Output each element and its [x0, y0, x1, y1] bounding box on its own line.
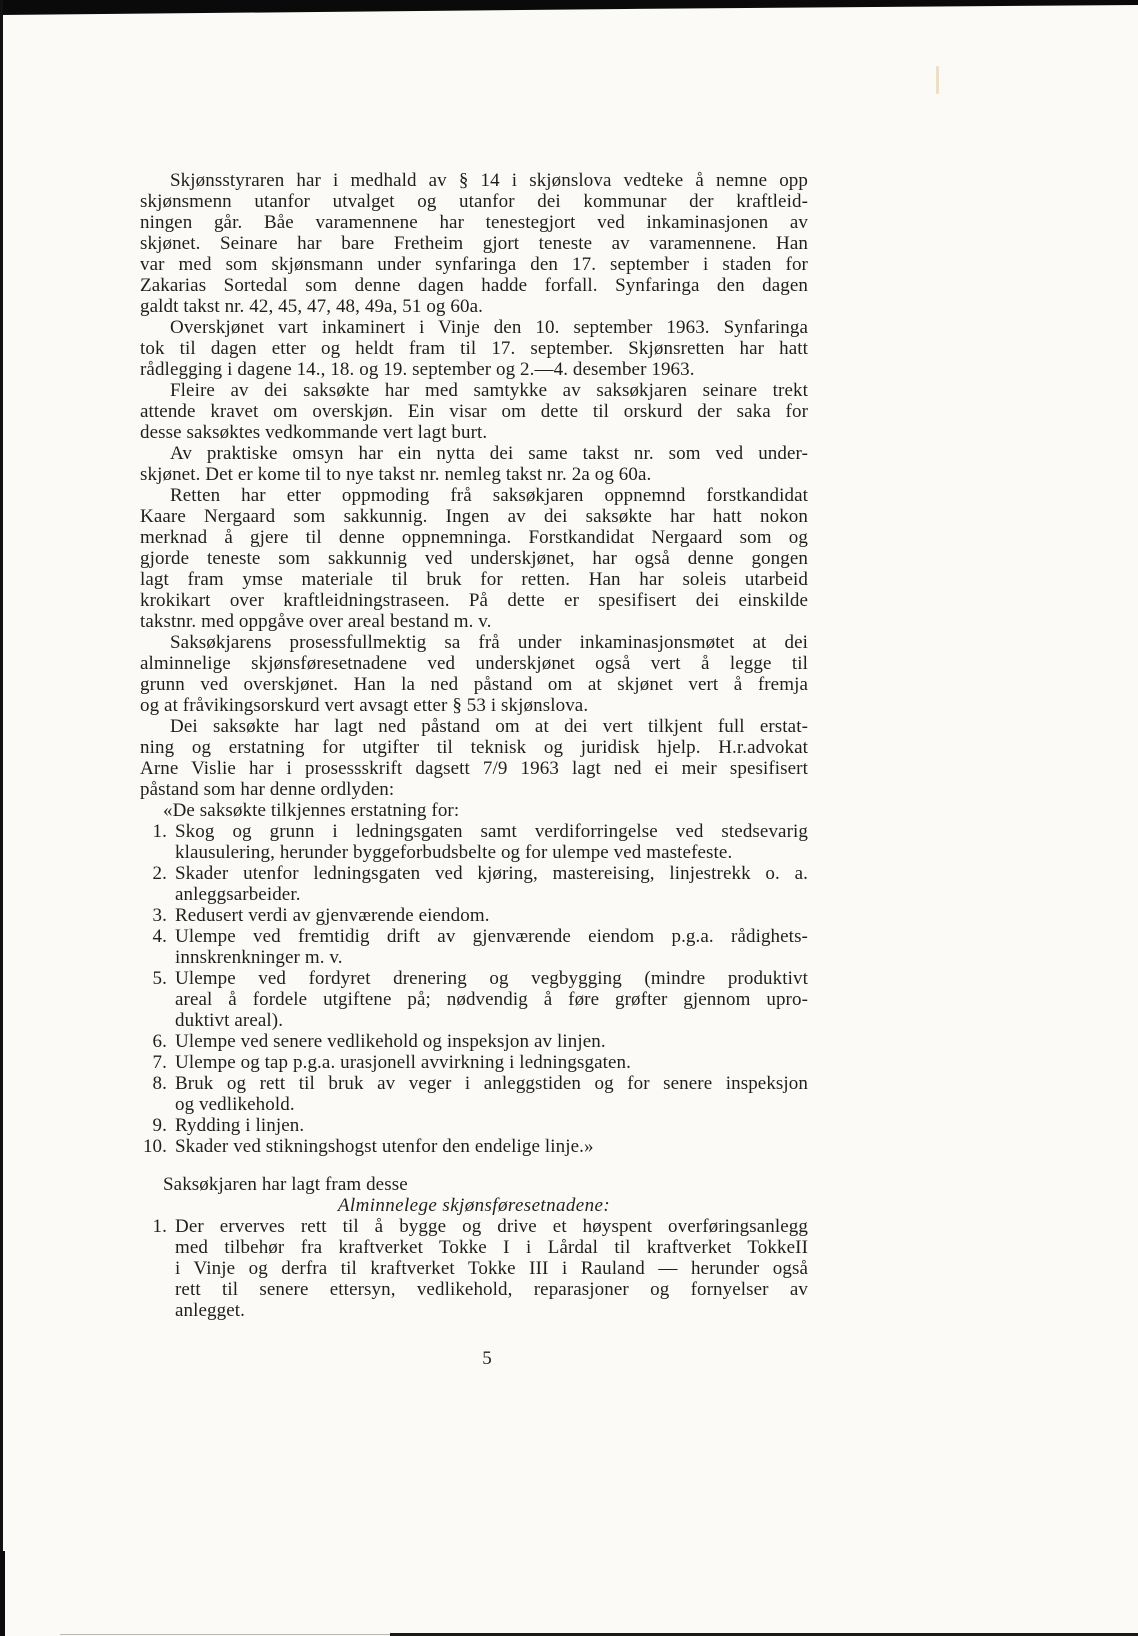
paragraph: [140, 632, 808, 716]
text-line: Dei saksøkte har lagt ned påstand om at dei vert tilkjent full erstat-: [170, 716, 808, 737]
text-line: Fleire av dei saksøkte har med samtykke av saksøkjaren seinare trekt: [170, 380, 808, 401]
text-line: Skjønsstyraren har i medhald av § 14 i skjønslova vedteke å nemne opp: [170, 170, 808, 191]
item-number: 9.: [152, 1115, 167, 1136]
text-line: areal å fordele utgiftene på; nødvendig å føre grøfter gjennom upro-: [175, 989, 808, 1010]
text-line: gjorde teneste som sakkunnig ved underskjønet, har også denne gongen: [140, 548, 808, 569]
text-line: Skader utenfor ledningsgaten ved kjøring, mastereising, linjestrekk o. a.: [175, 863, 808, 884]
list-item: [140, 1136, 808, 1157]
text-line: rett til senere ettersyn, vedlikehold, reparasjoner og fornyelser av: [175, 1279, 808, 1300]
page-number: 5: [482, 1348, 492, 1369]
premises-heading: Alminnelege skjønsføresetnadene:: [337, 1195, 611, 1216]
scan-top-edge-bar: [0, 0, 1138, 15]
item-number: 6.: [152, 1031, 167, 1052]
document-text-block: [140, 170, 808, 1369]
text-line: desse saksøktes vedkommande vert lagt burt.: [140, 422, 488, 443]
item-number: 8.: [152, 1073, 167, 1094]
text-line: tok til dagen etter og heldt fram til 17. september. Skjønsretten har hatt: [140, 338, 808, 359]
text-line: og at fråvikingsorskurd vert avsagt etter § 53 i skjønslova.: [140, 695, 589, 716]
text-line: rådlegging i dagene 14., 18. og 19. september og 2.—4. desember 1963.: [140, 359, 695, 380]
text-line: Ulempe ved senere vedlikehold og inspeksjon av linjen.: [175, 1031, 606, 1052]
list-item: [140, 1115, 808, 1136]
text-line: Av praktiske omsyn har ein nytta dei same takst nr. som ved under-: [170, 443, 808, 464]
text-line: alminnelige skjønsføresetnadene ved underskjønet også vert å legge til: [140, 653, 808, 674]
text-line: var med som skjønsmann under synfaringa den 17. september i staden for: [140, 254, 808, 275]
text-line: påstand som har denne ordlyden:: [140, 779, 395, 800]
text-line: merknad å gjere til denne oppnemninga. Forstkandidat Nergaard som og: [140, 527, 808, 548]
text-line: ning og erstatning for utgifter til teknisk og juridisk hjelp. H.r.advokat: [140, 737, 808, 758]
text-line: grunn ved overskjønet. Han la ned påstand om at skjønet vert å fremja: [140, 674, 808, 695]
text-line: Zakarias Sortedal som denne dagen hadde forfall. Synfaringa den dagen: [140, 275, 808, 296]
text-line: skjønet. Det er kome til to nye takst nr. nemleg takst nr. 2a og 60a.: [140, 464, 652, 485]
item-number: 3.: [152, 905, 167, 926]
text-line: duktivt areal).: [175, 1010, 284, 1031]
item-number: 5.: [152, 968, 167, 989]
list-item: [140, 1031, 808, 1052]
text-line: anleggsarbeider.: [175, 884, 301, 905]
text-line: skjønsmenn utanfor utvalget og utanfor dei kommunar der kraftleid-: [140, 191, 808, 212]
text-line: krokikart over kraftleidningstraseen. På dette er spesifisert dei einskilde: [140, 590, 808, 611]
paragraph: [140, 317, 808, 380]
text-line: takstnr. med oppgåve over areal bestand m. v.: [140, 611, 492, 632]
text-line: Retten har etter oppmoding frå saksøkjaren oppnemnd forstkandidat: [170, 485, 808, 506]
text-line: og vedlikehold.: [175, 1094, 295, 1115]
paragraph: [140, 380, 808, 443]
list-item: [140, 1073, 808, 1115]
list-item: [140, 1216, 808, 1321]
scan-bottom-edge-faint-line: [60, 1634, 390, 1635]
text-line: Ulempe ved fremtidig drift av gjenværende eiendom p.g.a. rådighets-: [175, 926, 808, 947]
scan-stain: [936, 66, 939, 94]
text-line: Saksøkjarens prosessfullmektig sa frå under inkaminasjonsmøtet at dei: [170, 632, 808, 653]
text-line: anlegget.: [175, 1300, 246, 1321]
item-number: 7.: [152, 1052, 167, 1073]
item-number: 10.: [142, 1136, 167, 1157]
list-item: [140, 863, 808, 905]
text-line: skjønet. Seinare har bare Fretheim gjort teneste av varamennene. Han: [140, 233, 808, 254]
scan-left-edge-line: [0, 0, 3, 1636]
item-number: 2.: [152, 863, 167, 884]
text-line: klausulering, herunder byggeforbudsbelte og for ulempe ved mastefeste.: [175, 842, 733, 863]
text-line: Skog og grunn i ledningsgaten samt verdiforringelse ved stedsevarig: [175, 821, 808, 842]
list-item: [140, 905, 808, 926]
text-line: Arne Vislie har i prosessskrift dagsett 7/9 1963 lagt ned ei meir spesifisert: [140, 758, 808, 779]
text-line: innskrenkninger m. v.: [175, 947, 343, 968]
text-line: Skader ved stikningshogst utenfor den endelige linje.»: [175, 1136, 594, 1157]
text-line: med tilbehør fra kraftverket Tokke I i Lårdal til kraftverket TokkeII: [175, 1237, 808, 1258]
text-line: galdt takst nr. 42, 45, 47, 48, 49a, 51 og 60a.: [140, 296, 483, 317]
text-line: ningen går. Båe varamennene har tenestegjort ved inkaminasjonen av: [140, 212, 808, 233]
item-number: 1.: [152, 821, 167, 842]
paragraph: [140, 170, 808, 317]
text-line: attende kravet om overskjøn. Ein visar om dette til orskurd der saka for: [140, 401, 808, 422]
text-line: Rydding i linjen.: [175, 1115, 305, 1136]
item-number: 4.: [152, 926, 167, 947]
item-number: 1.: [152, 1216, 167, 1237]
text-line: Ulempe og tap p.g.a. urasjonell avvirkning i ledningsgaten.: [175, 1052, 631, 1073]
list-item: [140, 821, 808, 863]
list-item: [140, 968, 808, 1031]
premises-intro-line: Saksøkjaren har lagt fram desse: [163, 1174, 408, 1195]
paragraph: [140, 716, 808, 800]
text-line: Bruk og rett til bruk av veger i anleggstiden og for senere inspeksjon: [175, 1073, 808, 1094]
list-item: [140, 926, 808, 968]
quote-intro-line: «De saksøkte tilkjennes erstatning for:: [163, 800, 460, 821]
text-line: Overskjønet vart inkaminert i Vinje den 10. september 1963. Synfaringa: [170, 317, 808, 338]
scan-left-edge-foot: [0, 1551, 5, 1636]
text-line: Redusert verdi av gjenværende eiendom.: [175, 905, 490, 926]
paragraph: [140, 485, 808, 632]
text-line: Der erverves rett til å bygge og drive et høyspent overføringsanlegg: [175, 1216, 808, 1237]
text-line: lagt fram ymse materiale til bruk for retten. Han har soleis utarbeid: [140, 569, 808, 590]
text-line: i Vinje og derfra til kraftverket Tokke III i Rauland — herunder også: [175, 1258, 808, 1279]
list-item: [140, 1052, 808, 1073]
text-line: Ulempe ved fordyret drenering og vegbygging (mindre produktivt: [175, 968, 808, 989]
text-line: Kaare Nergaard som sakkunnig. Ingen av dei saksøkte har hatt nokon: [140, 506, 808, 527]
paragraph: [140, 443, 808, 485]
